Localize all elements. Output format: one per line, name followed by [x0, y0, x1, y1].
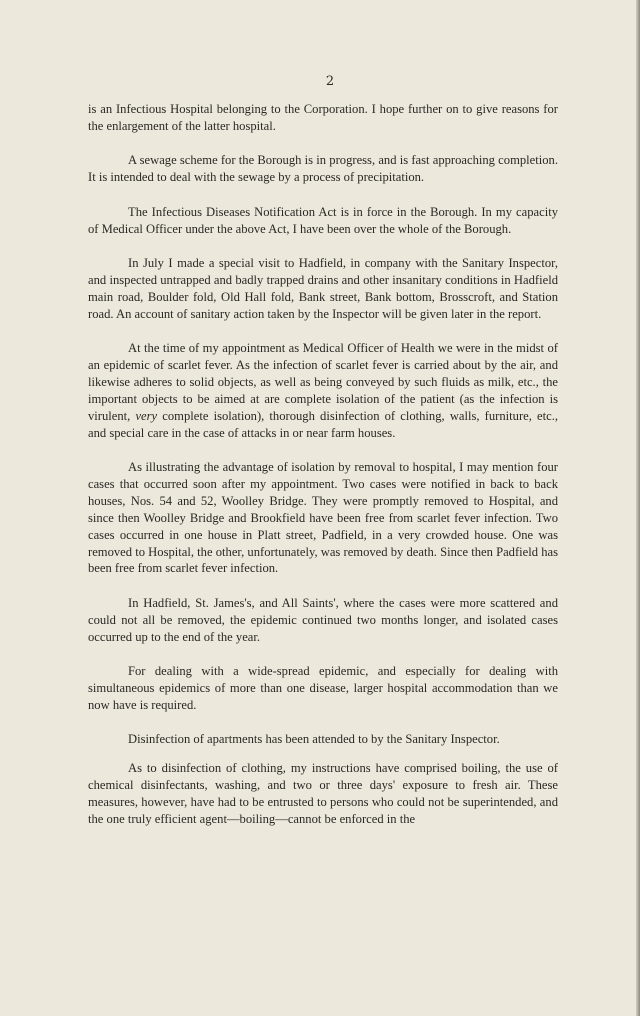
page-number: 2 [325, 74, 335, 89]
scarlet-fever-text-after: complete isolation), thorough disinfection of clothing, walls, furniture, etc., and special care in the case of attacks in or near farm houses. [88, 408, 558, 440]
paragraph-hospital-accommodation: For dealing with a wide-spread epidemic, and especially for dealing with simultaneous epidemics of more than one disease, larger hospital accommodation than we now have is required. [88, 664, 558, 712]
paragraph-scarlet-fever-epidemic [88, 340, 558, 441]
paragraph-sewage-scheme: A sewage scheme for the Borough is in progress, and is fast approaching completion. It is intended to deal with the sewage by a process of precipitation. [88, 153, 558, 185]
paragraph-hadfield-scattered-cases: In Hadfield, St. James's, and All Saints', where the cases were more scattered and could not all be removed, the epidemic continued two months longer, and isolated cases occurred up to the end of the year. [88, 595, 558, 644]
body-text [88, 101, 558, 845]
paragraph-hospital-continuation: is an Infectious Hospital belonging to the Corporation. I hope further on to give reasons for the enlargement of the latter hospital. [88, 102, 558, 133]
paragraph-hadfield-visit: In July I made a special visit to Hadfield, in company with the Sanitary Inspector, and inspected untrapped and badly trapped drains and other insanitary conditions in Hadfield main road, Boulder fold, Old Hall fold, Bank street, Bank bottom, Brosscroft, and Station road. An account of sanitary action taken by the Inspector will be given later in the report. [88, 255, 558, 321]
page-edge-shadow [636, 0, 640, 1016]
paragraph-apartment-disinfection: Disinfection of apartments has been attended to by the Sanitary Inspector. [128, 732, 500, 747]
paragraph-notification-act: The Infectious Diseases Notification Act is in force in the Borough. In my capacity of Medical Officer under the above Act, I have been over the whole of the Borough. [88, 204, 558, 236]
paragraph-isolation-cases: As illustrating the advantage of isolation by removal to hospital, I may mention four cases that occurred soon after my appointment. Two cases were notified in back to back houses, Nos. 54 and 52, Woolley Bridge. They were promptly removed to Hospital, and since then Woolley Bridge and Brookfield have been free from scarlet fever infection. Two cases occurred in one house in Platt street, Padfield, in a very crowded house. One was removed to Hospital, the other, unfortunately, was removed by death. Since then Padfield has been free from scarlet fever infection. [88, 460, 558, 576]
paragraph-clothing-disinfection: As to disinfection of clothing, my instructions have comprised boiling, the use of chemical disinfectants, washing, and two or three days' exposure to fresh air. These measures, however, have had to be entrusted to persons who could not be superintended, and the one truly efficient agent—boiling—cannot be enforced in the [88, 761, 558, 826]
scarlet-fever-text-before: At the time of my appointment as Medical Officer of Health we were in the midst of an epidemic of scarlet fever. As the infection of scarlet fever is carried about by the air, and likewise adheres to solid objects, as well as being conveyed by such fluids as milk, etc., the important objects to be aimed at are complete isolation of the patient (as the infection is virulent, [88, 341, 558, 423]
emphasis-very: very [135, 408, 158, 423]
